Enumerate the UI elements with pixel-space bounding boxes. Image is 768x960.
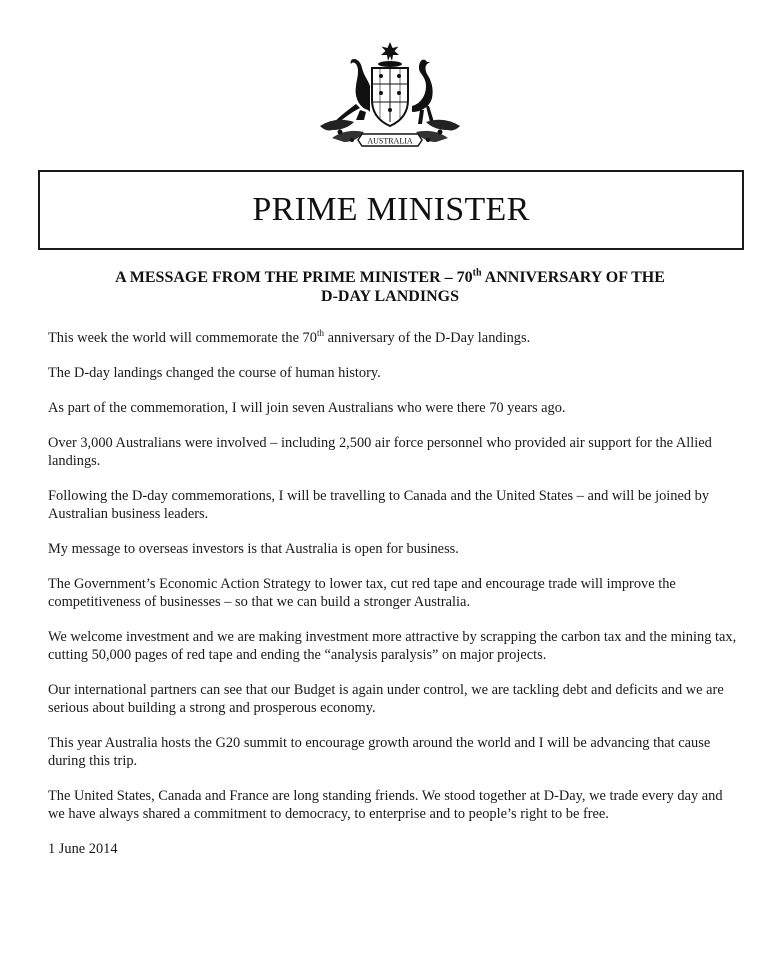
heading-sup: th	[472, 267, 482, 279]
message-heading	[40, 268, 740, 306]
page-title: PRIME MINISTER	[252, 191, 530, 228]
paragraph-5: Following the D-day commemorations, I will be travelling to Canada and the United States – and will be joined by Australian business leaders.	[48, 488, 710, 522]
message-body	[48, 329, 742, 875]
paragraph-1-sup: th	[316, 328, 324, 339]
paragraph-11: The United States, Canada and France are long standing friends. We stood together at D-Day, we trade every day and we have always shared a commitment to democracy, to enterprise and to people’s right to be free.	[48, 788, 723, 822]
coat-of-arms-icon	[316, 40, 464, 154]
paragraph-6: My message to overseas investors is that Australia is open for business.	[48, 541, 459, 557]
paragraph-3: As part of the commemoration, I will join seven Australians who were there 70 years ago.	[48, 400, 566, 416]
heading-part2: ANNIVERSARY OF THE	[481, 269, 665, 286]
paragraph-4: Over 3,000 Australians were involved – including 2,500 air force personnel who provided air support for the Allied landings.	[48, 435, 712, 469]
paragraph-8: We welcome investment and we are making investment more attractive by scrapping the carbon tax and the mining tax, cutting 50,000 pages of red tape and ending the “analysis paralysis” on major projects.	[48, 629, 737, 663]
title-box	[38, 170, 744, 250]
heading-line2: D-DAY LANDINGS	[321, 288, 459, 305]
paragraph-2: The D-day landings changed the course of human history.	[48, 365, 381, 381]
paragraph-1-text-b: anniversary of the D-Day landings.	[323, 330, 531, 346]
paragraph-10: This year Australia hosts the G20 summit to encourage growth around the world and I will be advancing that cause during this trip.	[48, 735, 711, 769]
paragraph-9: Our international partners can see that our Budget is again under control, we are tackling debt and deficits and we are serious about building a strong and prosperous economy.	[48, 682, 724, 716]
message-date: 1 June 2014	[48, 841, 118, 857]
crest-scroll-text: AUSTRALIA	[367, 136, 413, 146]
paragraph-1-text-a: This week the world will commemorate the 70	[48, 330, 317, 346]
paragraph-7: The Government’s Economic Action Strategy to lower tax, cut red tape and encourage trade will improve the competitiveness of businesses – so that we can build a stronger Australia.	[48, 576, 676, 610]
heading-part1: A MESSAGE FROM THE PRIME MINISTER – 70	[115, 269, 473, 286]
paragraph-1	[48, 329, 742, 347]
